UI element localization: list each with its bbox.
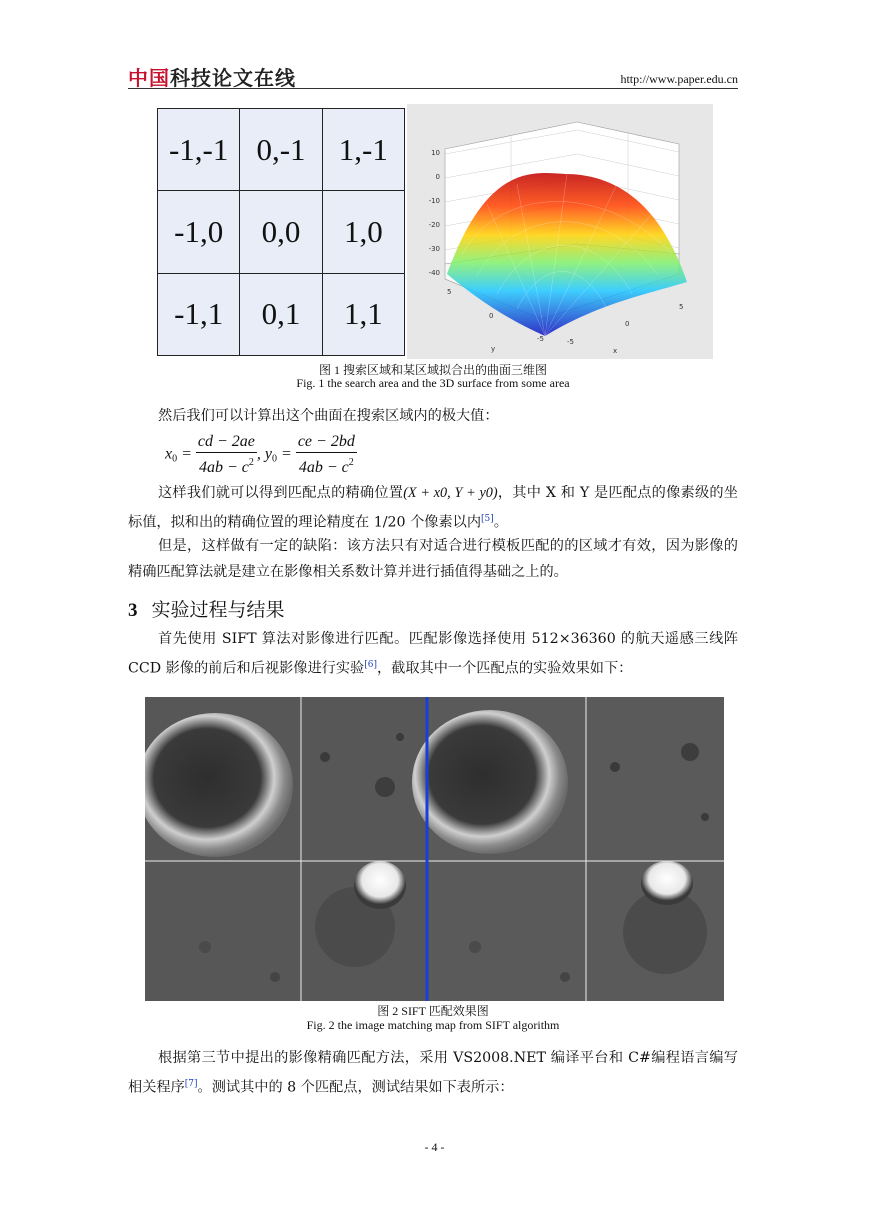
paragraph-text: 。 [493, 514, 508, 531]
grid-cell: 0,-1 [240, 109, 322, 191]
logo-black-text: 科技论文在线 [170, 66, 296, 90]
figure1-caption-cn: 图 1 搜索区域和某区域拟合出的曲面三维图 [318, 363, 547, 377]
paragraph-text: ，截取其中一个匹配点的实验效果如下： [376, 660, 633, 677]
logo-red-text: 中国 [128, 66, 170, 90]
grid-cell: 0,0 [240, 191, 322, 273]
grid-cell: 1,1 [322, 273, 404, 355]
y-tick: -5 [567, 338, 574, 346]
x0-numerator: cd − 2ae [196, 432, 257, 453]
formula-x0-label: x [165, 445, 173, 463]
y-tick: 5 [447, 288, 452, 296]
right-image [412, 697, 724, 1001]
x-axis-label: x [613, 347, 618, 355]
section-heading [128, 595, 285, 622]
paragraph-text: 这样我们就可以得到匹配点的精确位置 [158, 485, 404, 501]
section-title: 实验过程与结果 [151, 599, 285, 621]
paragraph: 然后我们可以计算出这个曲面在搜索区域内的极大值： [158, 408, 499, 424]
citation-link[interactable]: [6] [364, 660, 377, 670]
journal-logo [128, 62, 296, 91]
precise-position-expression: (X + x0, Y + y0) [403, 485, 498, 501]
paragraph: 但是，这样做有一定的缺陷：该方法只有对适合进行模板匹配的的区域才有效，因为影像的精确匹配算法就是建立在影像相关系数计算并进行插值得基础之上的。 [128, 538, 738, 580]
y-axis-label: y [491, 345, 496, 353]
citation-link[interactable]: [5] [481, 514, 494, 524]
max-value-formula: $x_0$ = $\frac{cd - 2ae}{4ab - c^2}$ , $y_0$ = $\frac{ce - 2bd}{4ab - c^2}$ [165, 433, 355, 476]
page-number: - 4 - [424, 1140, 445, 1154]
z-tick: 0 [435, 173, 440, 181]
x-tick: 5 [679, 303, 684, 311]
search-area-grid [157, 108, 405, 356]
left-image [145, 697, 427, 1001]
y-tick: -5 [537, 335, 544, 343]
z-tick: -30 [428, 245, 440, 253]
grid-cell: 0,1 [240, 273, 322, 355]
figure1-caption-en: Fig. 1 the search area and the 3D surface from some area [296, 376, 570, 390]
x0-denominator: $4ab - c^2$ [198, 457, 254, 476]
z-tick: -40 [428, 269, 440, 277]
figure2-caption-en: Fig. 2 the image matching map from SIFT algorithm [306, 1018, 560, 1032]
citation-link[interactable]: [7] [184, 1079, 198, 1089]
grid-cell: -1,0 [158, 191, 240, 273]
paragraph-text: 首先使用 SIFT 算法对影像进行匹配。匹配影像选择使用 512×36360 的航天遥感三线阵CCD 影像的前后和后视影像进行实验 [128, 631, 738, 677]
header-url[interactable]: http://www.paper.edu.cn [620, 72, 738, 86]
grid-cell: -1,1 [158, 273, 240, 355]
paragraph-text: ，其中 X 和 Y 是匹配点的像素级的坐标值，拟和出的精确位置的理论精度在 1/20 个像素以内 [128, 485, 738, 531]
z-tick: -10 [428, 197, 440, 205]
z-tick: 10 [431, 149, 440, 157]
x0-fraction [196, 432, 257, 478]
paragraph [128, 626, 738, 682]
z-tick: -20 [428, 221, 440, 229]
x-tick: 0 [625, 320, 630, 328]
paragraph-text: 。测试其中的 8 个匹配点，测试结果如下表所示： [197, 1079, 514, 1096]
sift-matching-image [145, 697, 724, 1001]
formula-y0-label: y [264, 445, 273, 463]
surface-3d-plot [407, 104, 713, 359]
grid-cell: 1,0 [322, 191, 404, 273]
header-divider [128, 88, 738, 89]
grid-cell: 1,-1 [322, 109, 404, 191]
section-number: 3 [128, 600, 138, 621]
y0-fraction [296, 432, 357, 478]
paragraph-text: 根据第三节中提出的影像精确匹配方法，采用 VS2008.NET 编译平台和 C#编程语言编写相关程序 [128, 1050, 738, 1096]
y0-denominator-text: 4ab − c [298, 459, 349, 476]
y0-numerator: ce − 2bd [296, 432, 357, 453]
y0-denominator: $4ab - c^2$ [298, 457, 354, 476]
x0-denominator-text: 4ab − c [198, 459, 249, 476]
figure2-caption-cn: 图 2 SIFT 匹配效果图 [377, 1004, 489, 1018]
grid-cell: -1,-1 [158, 109, 240, 191]
paragraph [128, 480, 738, 536]
paragraph [128, 1045, 738, 1101]
y-tick: 0 [489, 312, 494, 320]
